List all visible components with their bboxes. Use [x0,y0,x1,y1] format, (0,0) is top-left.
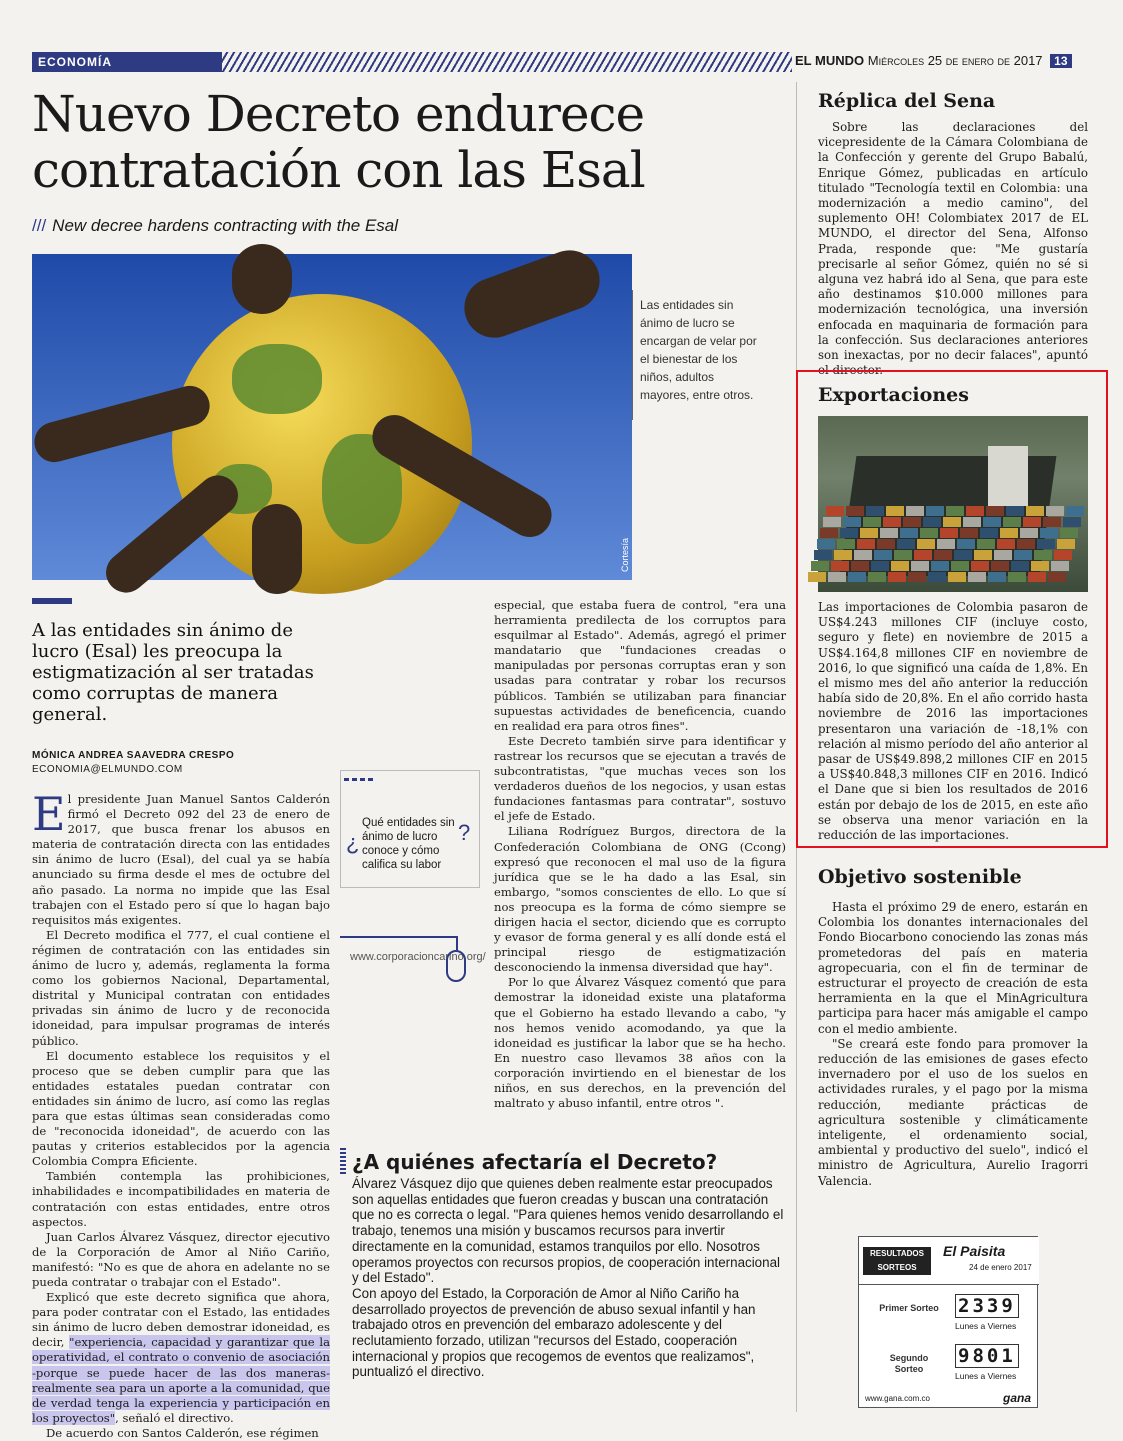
first-number-digits: 2339 [955,1294,1019,1318]
shipping-container [843,517,861,527]
paragraph: Este Decreto también sirve para identificar y rastrear los recursos que se ejecutan a través de subcontratistas, "que muchas veces son los verdaderos dueños de los negocios, y usan estas fundaciones fantasmas para contratar", sostuvo el jefe de Estado. [494,733,786,824]
shipping-container [931,561,949,571]
article-column-1 [32,787,330,1441]
shipping-container [886,506,904,516]
shipping-container [920,528,938,538]
subline [32,216,732,236]
first-draw-label: Primer Sorteo [879,1303,939,1313]
sena-title: Réplica del Sena [818,90,996,112]
shipping-container [834,550,852,560]
shipping-container [897,539,915,549]
paragraph: Liliana Rodríguez Burgos, directora de la Confederación Colombiana de ONG (Ccong) expresó que reconocen el mal uso de la figura jurídica que se le ha dado a las Esal, sin embargo, "somos conscientes de ello. Lo que sí nos preocupa es la forma de cómo siempre se dirigen hacia el sector, diciendo que es corrupto y evasor de forma general y es allí donde está el principal riesgo de estigmatización desconociendo la inmensa diversidad que hay". [494,824,786,975]
paragraph: Con apoyo del Estado, la Corporación de Amor al Niño Cariño ha desarrollado proyectos de prevención de abuso sexual infantil y han trabajado otros en prevención del embarazo adolescente y del reclutamiento forzado, utilizan "recursos del Estado, cooperación internacional y propios que recogemos de eventos que realizamos", puntualizó el directivo. [352,1285,756,1380]
shipping-container [817,539,835,549]
subline-marks: /// [32,216,47,235]
shipping-container [986,506,1004,516]
shipping-container [826,506,844,516]
shipping-container [877,539,895,549]
shipping-container [883,517,901,527]
shipping-container [991,561,1009,571]
shipping-container [963,517,981,527]
highlighted-quote: "experiencia, capacidad y garantizar que la operatividad, el contrato o convenio de asociación -porque se puede hacer de las dos maneras- realmente sea para un aporte a la comunidad, que de verdad tenga la experiencia y participación en los proyectos" [32,1335,330,1425]
shipping-container [1066,506,1084,516]
shipping-container [937,539,955,549]
page-number: 13 [1050,54,1071,68]
shipping-container [1006,506,1024,516]
headline-line-2: contratación con las Esal [32,141,645,199]
shipping-container [837,539,855,549]
shipping-container [900,528,918,538]
first-draw [865,1293,1035,1343]
reader-question-box [340,770,480,890]
article-column-2 [494,598,786,1111]
lede-marker [32,598,72,604]
shipping-container [954,550,972,560]
shipping-container [808,572,826,582]
masthead [795,53,1095,73]
shipping-container [1023,517,1041,527]
objetivo-text [818,900,1088,1189]
shipping-container [911,561,929,571]
shipping-container [1057,539,1075,549]
shipping-container [891,561,909,571]
shipping-container [871,561,889,571]
shipping-container [894,550,912,560]
paragraph: El Decreto modifica el 777, el cual contiene el régimen de contratación con las entidades sin ánimo de lucro y, además, reglamenta la forma como los gobiernos Nacional, Departamental, distrital y Municipal contratan con entidades privadas sin ánimo de lucro y de reconocida idoneidad, para impulsar programas de interés público. [32,927,330,1048]
shipping-container [1060,528,1078,538]
hands-globe-photo [32,254,632,580]
shipping-container [860,528,878,538]
shipping-container [923,517,941,527]
shipping-container [968,572,986,582]
section-label: ECONOMÍA [32,52,222,72]
mouse-icon [446,950,466,982]
headline-line-1: Nuevo Decreto endurece [32,85,645,143]
caption-rule [632,290,633,420]
question-close-mark: ? [458,820,471,845]
shipping-container [846,506,864,516]
lottery-results [858,1236,1038,1408]
shipping-container [1008,572,1026,582]
second-draw-label: Segundo Sorteo [889,1353,929,1374]
shipping-container [828,572,846,582]
sena-text [818,120,1088,378]
gana-logo: gana [1002,1391,1031,1405]
paragraph: "Se creará este fondo para promover la reducción de las emisiones de gases efecto invernadero por el uso de los suelos en actividades rurales, y el pago por la misma reducción, mediante prácticas de agricultura sostenible y climáticamente inteligente, el ordenamiento social, ambiental y productivo del suelo", indicó el ministro de Agricultura, Aurelio Iragorri Valencia. [818,1036,1088,1188]
shipping-container [854,550,872,560]
headline [32,86,792,198]
shipping-container [1003,517,1021,527]
shipping-container [1014,550,1032,560]
shipping-container [934,550,952,560]
paragraph: Hasta el próximo 29 de enero, estarán en Colombia los donantes internacionales del Fondo Biocarbono conociendo las zonas más prometedoras del país en materia agropecuaria, con el fin de terminar de estructurar el proyecto de creación de esta herramienta en la que el MinAgricultura participa para hacer más amigable el campo con el medio ambiente. [818,900,1088,1036]
second-draw [865,1343,1035,1393]
shipping-container [960,528,978,538]
shipping-container [880,528,898,538]
paragraph: especial, que estaba fuera de control, "era una herramienta predilecta de los corruptos para esquilmar al Estado". Además, agregó el primer mandatario que "fundaciones creadas o manipuladas por personas corruptas eran y son usadas para contratar y robar los recursos públicos. También se utilizaban para financiar supuestas actividades de beneficencia, cuando en realidad era para otros fines". [494,598,786,733]
lottery-site: www.gana.com.co [865,1394,930,1403]
shipping-container [980,528,998,538]
subhead-marker [340,1148,346,1174]
paragraph-text: , señaló el directivo. [115,1410,234,1425]
shipping-container [906,506,924,516]
lottery-label: RESULTADOS SORTEOS [863,1247,931,1275]
shipping-container [917,539,935,549]
paragraph: Álvarez Vásquez dijo que quienes deben realmente estar preocupados son aquellas entidades que fueron creadas y buscan una contratación que no es correcta o legal. "Para quienes hemos venido desarrollando el trabajo, tenemos una misión y buscamos recursos para invertir directamente en la comunidad, estamos tranquilos por ello. Nosotros operamos proyectos con recursos propios, de cooperación internacional y del Estado". [352,1176,784,1286]
shipping-container [820,528,838,538]
shipping-container [914,550,932,560]
objetivo-title: Objetivo sostenible [818,866,1022,888]
shipping-container [1054,550,1072,560]
shipping-container [823,517,841,527]
shipping-container [811,561,829,571]
shipping-container [866,506,884,516]
section-stripes [222,52,792,72]
shipping-container [1011,561,1029,571]
lottery-footer [865,1391,1033,1405]
paragraph: Juan Carlos Álvarez Vásquez, director ejecutivo de la Corporación de Amor al Niño Cariño, manifestó: "No es que de ahora en adelante no se pueda contratar o trabajar con el Estado". [32,1229,330,1289]
shipping-container [966,506,984,516]
photo-credit: Cortesía [620,537,630,572]
shipping-container [1020,528,1038,538]
shipping-container [1048,572,1066,582]
shipping-container [1046,506,1064,516]
shipping-container [1040,528,1058,538]
lottery-date: 24 de enero 2017 [969,1263,1032,1272]
shipping-container [814,550,832,560]
section-bar [32,52,792,72]
paragraph: Por lo que Álvarez Vásquez comentó que para demostrar la idoneidad existe una plataforma que el Gobierno ha estado llevando a cabo, "y nos hemos venido acomodando, ya que la idoneidad es justificar la labor que se ha hecho. En nuestro caso llevamos 38 años con la corporación invirtiendo en el bienestar de los niños, en sus derechos, en la prevención del maltrato y abuso infantil, entre otros ". [494,975,786,1111]
paragraph-text: Explicó que este decreto significa que ahora, para poder contratar con el Estado, las entidades sin ánimo de lucro deben demostrar idoneidad, es decir, [32,1290,330,1350]
exportaciones-title: Exportaciones [818,384,969,406]
shipping-container [1043,517,1061,527]
second-draw-number [955,1345,1019,1367]
dropcap: E [32,787,66,841]
shipping-container [928,572,946,582]
shipping-container [977,539,995,549]
shipping-container [974,550,992,560]
shipping-container [951,561,969,571]
first-draw-days: Lunes a Viernes [955,1321,1017,1331]
shipping-container [946,506,964,516]
issue-date: Miércoles 25 de enero de 2017 [867,53,1043,68]
shipping-container [1028,572,1046,582]
shipping-container [888,572,906,582]
exportaciones-text [818,600,1088,843]
paragraph: l presidente Juan Manuel Santos Calderón firmó el Decreto 092 del 23 de enero de 2017, que busca frenar los abusos en materia de contratación directa con las entidades sin ánimo de lucro (Esal), del cual ya se había anunciado su firma desde el mes de octubre del año pasado. La norma no impide que las Esal trabajen con el Estado pero sí que lo hagan bajo requisitos más exigentes. [32,792,330,927]
subline-text: New decree hardens contracting with the Esal [52,216,399,235]
shipping-container [994,550,1012,560]
shipping-container [1063,517,1081,527]
shipping-container [957,539,975,549]
byline-author: MÓNICA ANDREA SAAVEDRA CRESPO [32,750,235,761]
shipping-container [943,517,961,527]
shipping-container [1037,539,1055,549]
question-text: Qué entidades sin ánimo de lucro conoce y cómo califica su labor [362,817,455,871]
shipping-container [1017,539,1035,549]
shipping-container [988,572,1006,582]
lottery-header [859,1237,1039,1285]
shipping-container [1034,550,1052,560]
shipping-container [831,561,849,571]
second-number-digits: 9801 [955,1344,1019,1368]
photo-caption: Las entidades sin ánimo de lucro se encargan de velar por el bienestar de los niños, adultos mayores, entre otros. [640,298,757,402]
container-ship-photo [818,416,1088,592]
lottery-brand: El Paisita [943,1243,1006,1259]
shipping-container [851,561,869,571]
first-draw-number [955,1295,1019,1317]
shipping-container [940,528,958,538]
mouse-cord [340,936,458,950]
shipping-container [840,528,858,538]
shipping-container [868,572,886,582]
paragraph: Las importaciones de Colombia pasaron de US$4.243 millones CIF (incluye costo, seguro y flete) en noviembre de 2015 a US$4.164,8 millones CIF en noviembre de 2016, lo que significó una caída de 1,8%. En el mismo mes del año anterior la reducción había sido de 20,8%. En el año corrido hasta noviembre de 2016 las importaciones presentaron una variación de -18,1% con relación al mismo período del año anterior al pasar de US$49.898,2 millones CIF en 2015 a US$40.848,3 millones CIF en 2016. Indicó el Dane que si bien los resultados de 2016 están por debajo de los de 2015, en este año se observa una menor variación en la reducción de las importaciones. [818,600,1088,843]
question-open-mark: ¿ [346,830,360,855]
shipping-container [874,550,892,560]
subhead: ¿A quiénes afectaría el Decreto? [352,1150,718,1174]
shipping-container [1026,506,1044,516]
second-draw-days: Lunes a Viernes [955,1371,1017,1381]
shipping-container [903,517,921,527]
shipping-container [863,517,881,527]
article-column-3 [352,1176,786,1380]
shipping-container [948,572,966,582]
shipping-container [848,572,866,582]
website-link[interactable]: www.corporacioncarino.org/ [350,951,486,963]
shipping-container [1000,528,1018,538]
shipping-container [926,506,944,516]
shipping-container [983,517,1001,527]
paragraph: El documento establece los requisitos y el proceso que se deben cumplir para que las entidades estatales puedan contratar con entidades sin ánimo de lucro, así como las reglas para que estas últimas sean consideradas como de "reconocida idoneidad", de acuerdo con las pautas y criterios establecidos por la agencia Colombia Compra Eficiente. [32,1048,330,1169]
paper-name: EL MUNDO [795,53,865,68]
byline-email: ECONOMIA@ELMUNDO.COM [32,764,183,775]
shipping-container [908,572,926,582]
shipping-container [1031,561,1049,571]
shipping-container [971,561,989,571]
paragraph: De acuerdo con Santos Calderón, ese régimen [46,1425,319,1440]
lede: A las entidades sin ánimo de lucro (Esal) les preocupa la estigmatización al ser tratadas como corruptas de manera general. [32,620,314,725]
shipping-container [857,539,875,549]
question-marker [344,778,374,781]
paragraph: También contempla las prohibiciones, inhabilidades e incompatibilidades en materia de contratación con estas entidades, entre otros aspectos. [32,1169,330,1229]
shipping-container [997,539,1015,549]
paragraph: Sobre las declaraciones del vicepresidente de la Cámara Colombiana de la Confección y gerente del Grupo Babalú, Enrique Gómez, publicadas en artículo titulado "Tecnología textil en Colombia: una modernización a medio camino", del suplemento OH! Colombiatex 2017 de EL MUNDO, el director del Sena, Alfonso Prada, responde que: "Me gustaría precisarle al señor Gómez, quién no sé si alguna vez habrá ido al Sena, que para este año destinamos $10.000 millones para modernización tecnológica, una inversión enfocada en maquinaria de formación para la confección. Sus declaraciones anteriores son inexactas, por no decir falaces", apuntó el director. [818,120,1088,378]
shipping-container [1051,561,1069,571]
